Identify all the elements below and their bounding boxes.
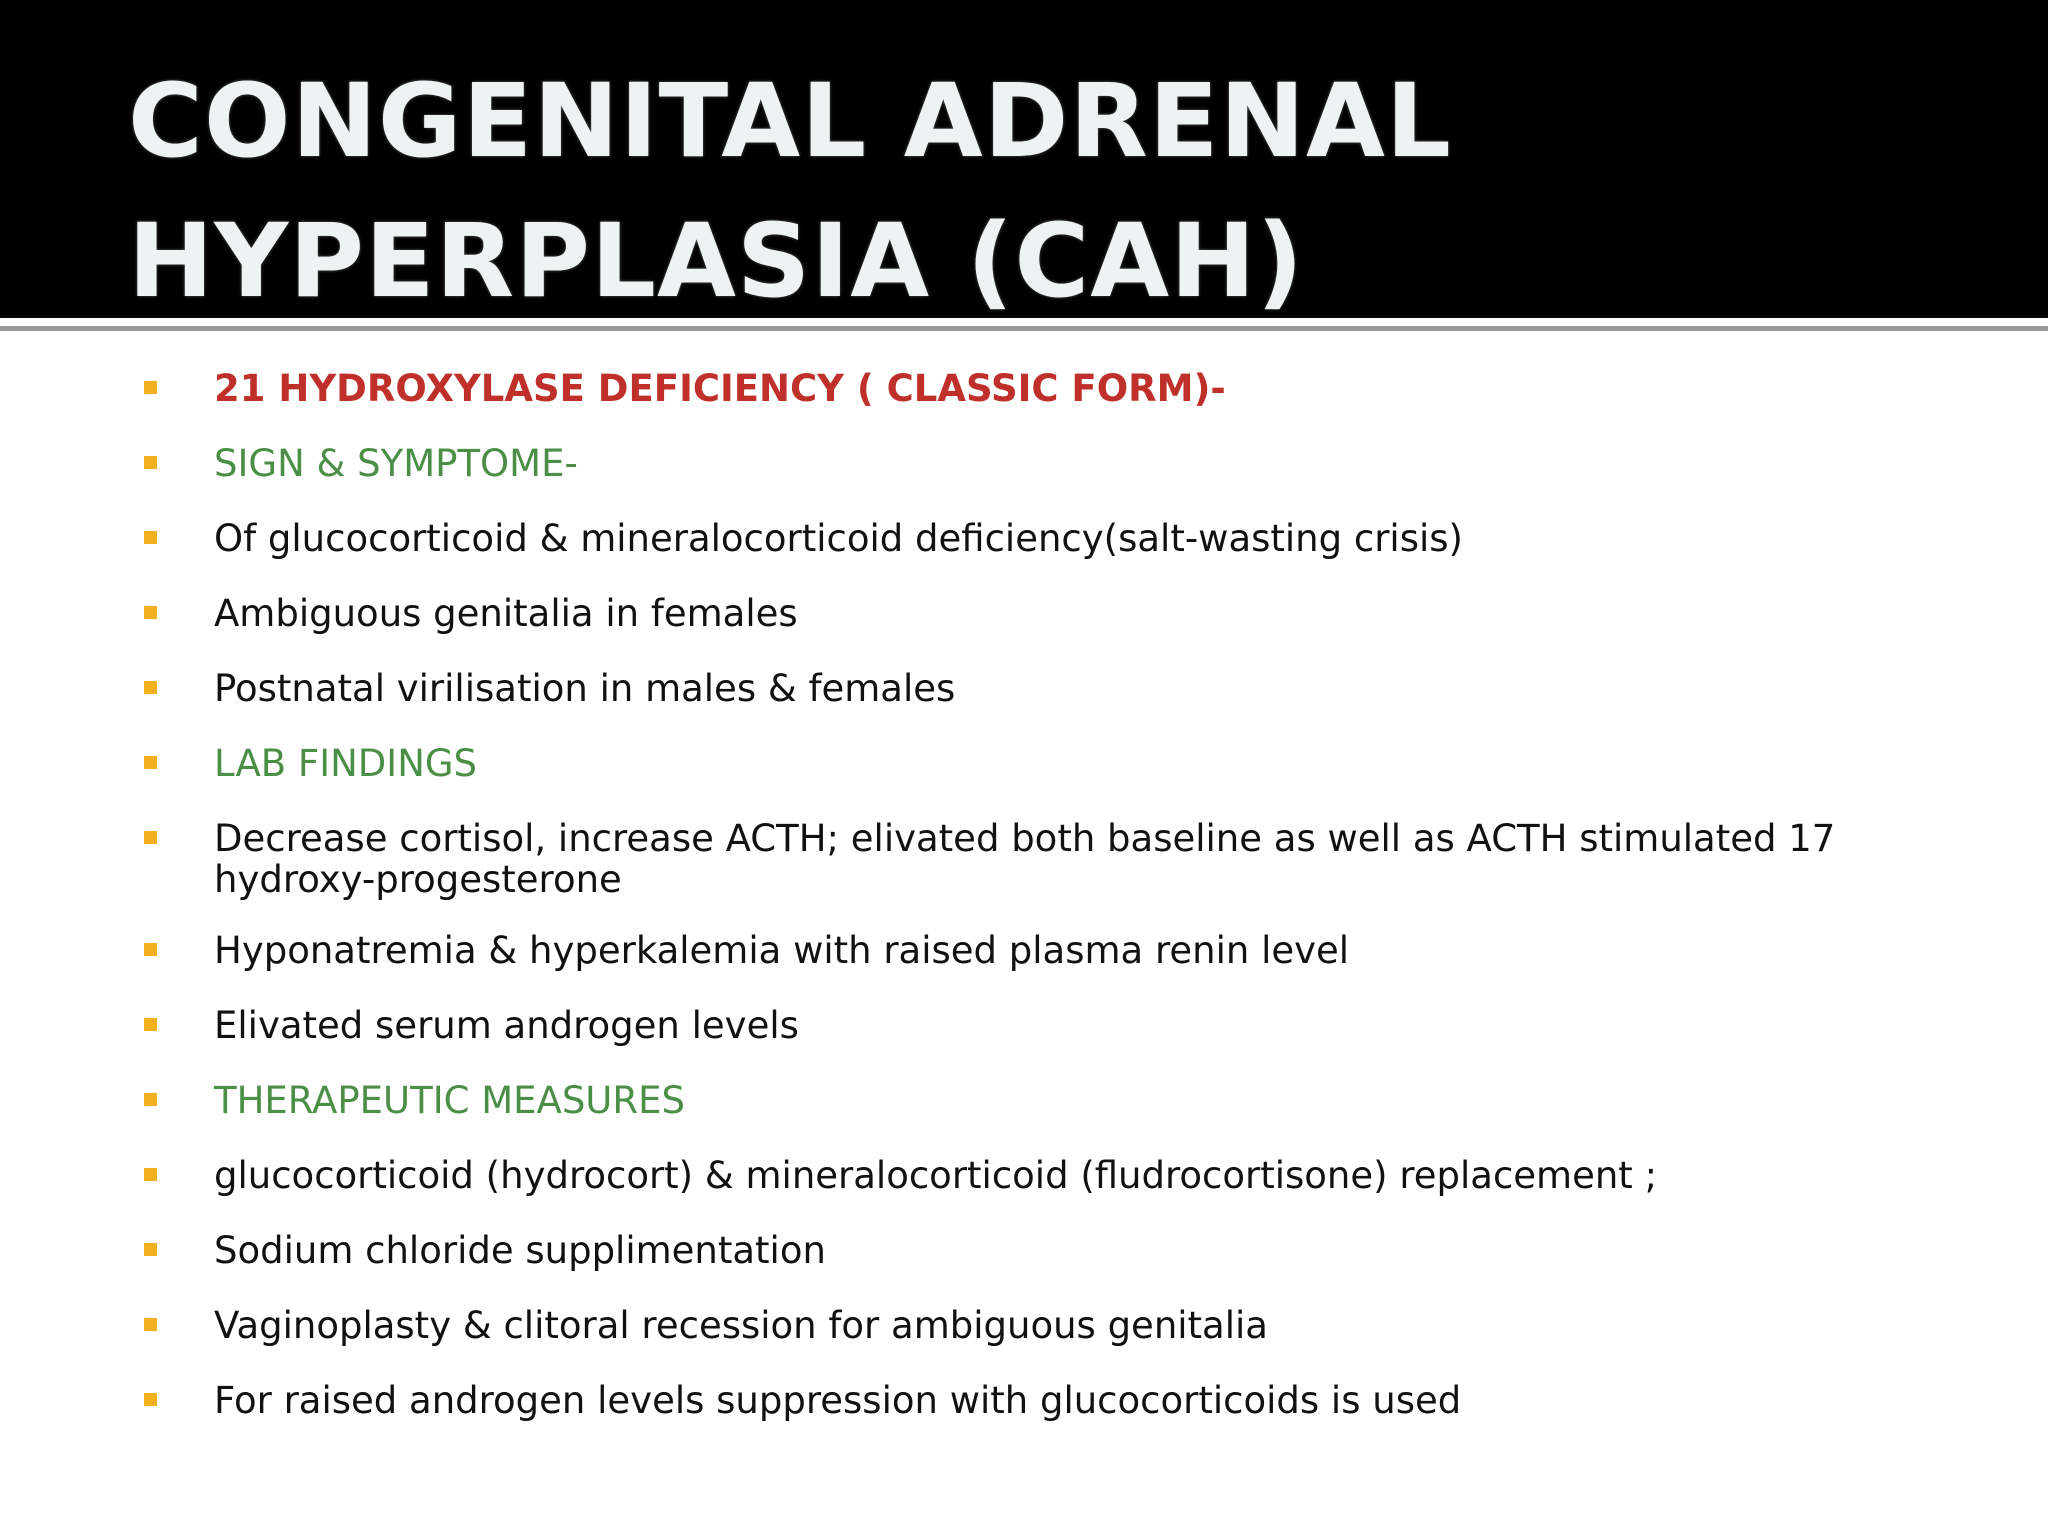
- square-bullet-icon: [144, 1093, 157, 1106]
- bullet-text: Sodium chloride supplimentation: [214, 1229, 826, 1272]
- bullet-text: 21 HYDROXYLASE DEFICIENCY ( CLASSIC FORM)-: [214, 367, 1226, 410]
- bullet-list: [0, 368, 2048, 1455]
- bullet-text: Of glucocorticoid & mineralocorticoid deficiency(salt-wasting crisis): [214, 517, 1463, 560]
- slide-title: [128, 52, 1452, 332]
- bullet-text: Decrease cortisol, increase ACTH; elivated both baseline as well as ACTH stimulated 17 hydroxy-progesterone: [214, 817, 1836, 901]
- bullet-text: LAB FINDINGS: [214, 742, 478, 785]
- bullet-item: [0, 818, 2048, 900]
- bullet-text: For raised androgen levels suppression with glucocorticoids is used: [214, 1379, 1462, 1422]
- bullet-text: glucocorticoid (hydrocort) & mineralocorticoid (fludrocortisone) replacement ;: [214, 1154, 1658, 1197]
- bullet-text: Ambiguous genitalia in females: [214, 592, 798, 635]
- square-bullet-icon: [144, 831, 157, 844]
- bullet-item: [0, 668, 2048, 709]
- bullet-item: [0, 1380, 2048, 1421]
- bullet-item-heading-therapeutic-measures: [0, 1080, 2048, 1121]
- bullet-text: Vaginoplasty & clitoral recession for ambiguous genitalia: [214, 1304, 1268, 1347]
- bullet-item-heading-classic-form: [0, 368, 2048, 409]
- bullet-item: [0, 1005, 2048, 1046]
- square-bullet-icon: [144, 756, 157, 769]
- slide-title-line-2: HYPERPLASIA (CAH): [128, 202, 1305, 321]
- bullet-text: Hyponatremia & hyperkalemia with raised plasma renin level: [214, 929, 1350, 972]
- square-bullet-icon: [144, 381, 157, 394]
- bullet-item: [0, 1155, 2048, 1196]
- title-band: [0, 0, 2048, 321]
- bullet-item: [0, 1305, 2048, 1346]
- square-bullet-icon: [144, 606, 157, 619]
- square-bullet-icon: [144, 943, 157, 956]
- square-bullet-icon: [144, 681, 157, 694]
- bullet-item: [0, 930, 2048, 971]
- title-divider: [0, 326, 2048, 331]
- square-bullet-icon: [144, 1018, 157, 1031]
- bullet-item-heading-lab-findings: [0, 743, 2048, 784]
- slide-title-line-1: CONGENITAL ADRENAL: [128, 62, 1452, 181]
- bullet-item: [0, 593, 2048, 634]
- bullet-text: SIGN & SYMPTOME-: [214, 442, 578, 485]
- bullet-item: [0, 1230, 2048, 1271]
- bullet-text: Elivated serum androgen levels: [214, 1004, 799, 1047]
- bullet-item-heading-signs: [0, 443, 2048, 484]
- bullet-text: Postnatal virilisation in males & females: [214, 667, 956, 710]
- square-bullet-icon: [144, 1168, 157, 1181]
- square-bullet-icon: [144, 531, 157, 544]
- square-bullet-icon: [144, 456, 157, 469]
- square-bullet-icon: [144, 1393, 157, 1406]
- bullet-text: THERAPEUTIC MEASURES: [214, 1079, 685, 1122]
- bullet-item: [0, 518, 2048, 559]
- square-bullet-icon: [144, 1318, 157, 1331]
- square-bullet-icon: [144, 1243, 157, 1256]
